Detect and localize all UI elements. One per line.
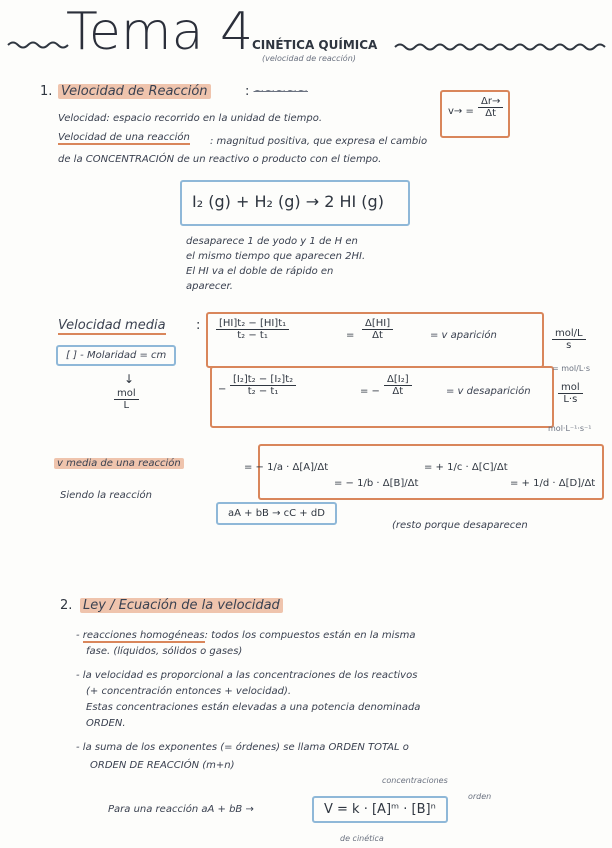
f2-den: t₂ − t₁ xyxy=(247,386,279,397)
bullet-2-line-3: Estas concentraciones están elevadas a una potencia denominada xyxy=(86,702,421,713)
title-squiggle-left xyxy=(8,40,68,50)
section-1-heading: Velocidad de Reacción xyxy=(58,84,211,99)
rate-law-box: V = k · [A]ᵐ · [B]ⁿ xyxy=(312,796,448,823)
reaction-note-3: El HI va el doble de rápido en xyxy=(186,266,334,277)
velocity-formula-fraction xyxy=(478,96,503,119)
molarity-unit xyxy=(114,388,139,411)
definition-reaction-label: Velocidad de una reacción xyxy=(58,132,190,143)
media-colon: : xyxy=(196,318,201,333)
bullet-1: - reacciones homogéneas: todos los compuestos están en la misma xyxy=(76,630,416,641)
reaction-note-4: aparecer. xyxy=(186,281,233,292)
heading-colon: : ~~~~~ xyxy=(245,84,308,99)
reaction-media-expr-c: = + 1/c · Δ[C]/Δt xyxy=(424,462,508,473)
reaction-note-1: desaparece 1 de yodo y 1 de H en xyxy=(186,236,358,247)
page-subtitle: CINÉTICA QUÍMICA xyxy=(252,38,378,52)
reaction-media-expr-d: = + 1/d · Δ[D]/Δt xyxy=(510,478,596,489)
f1-mid-den: Δt xyxy=(372,330,383,341)
section-1-number: 1. xyxy=(40,84,53,99)
f1-mid-num: Δ[HI] xyxy=(362,318,393,330)
annotation-concentraciones: concentraciones xyxy=(382,776,448,785)
definition-reaction-text-1: : magnitud positiva, que expresa el cambio xyxy=(210,136,428,147)
section-2-heading: Ley / Ecuación de la velocidad xyxy=(80,598,283,613)
unit-2-note: mol·L⁻¹·s⁻¹ xyxy=(548,424,592,433)
bullet-2-line-4: ORDEN. xyxy=(86,718,126,729)
molarity-arrow: ↓ xyxy=(124,372,135,386)
f2-num: [I₂]t₂ − [I₂]t₂ xyxy=(230,374,296,386)
velocity-formula-lhs: v→ = xyxy=(448,106,474,117)
annotation-k: de cinética xyxy=(340,834,384,843)
bullet-1-label: reacciones homogéneas xyxy=(82,630,205,641)
bullet-3-line-2: ORDEN DE REACCIÓN (m+n) xyxy=(90,760,235,771)
bullet-1-text: : todos los compuestos están en la misma xyxy=(204,630,416,641)
definition-reaction-text-2: de la CONCENTRACIÓN de un reactivo o producto con el tiempo. xyxy=(58,154,382,165)
section-2-number: 2. xyxy=(60,598,73,613)
definition-velocidad: Velocidad: espacio recorrido en la unidad de tiempo. xyxy=(58,113,323,124)
formula-num: Δr→ xyxy=(478,96,503,108)
f2-mid-den: Δt xyxy=(392,386,404,397)
unit-L: L xyxy=(123,400,130,411)
siendo-text: Siendo la reacción xyxy=(60,490,152,501)
reaction-equation: I₂ (g) + H₂ (g) → 2 HI (g) xyxy=(192,192,384,211)
reaction-media-expr-a: = − 1/a · Δ[A]/Δt xyxy=(244,462,329,473)
reaction-note-2: el mismo tiempo que aparecen 2HI. xyxy=(186,251,366,262)
law-intro: Para una reacción aA + bB → xyxy=(108,804,254,815)
media-formula-1-eq: = xyxy=(346,330,355,341)
unit-1-bottom: s xyxy=(566,340,572,351)
media-formula-2-mid xyxy=(384,374,412,397)
media-formula-2-result: = v desaparición xyxy=(446,386,531,397)
bullet-3-line-1: - la suma de los exponentes (= órdenes) se llama ORDEN TOTAL o xyxy=(76,742,409,753)
annotation-orden: orden xyxy=(468,792,492,801)
f1-den: t₂ − t₁ xyxy=(237,330,268,341)
reaction-media-note: (resto porque desaparecen xyxy=(392,520,528,531)
media-formula-1-result: = v aparición xyxy=(430,330,497,341)
page-title: Tema 4 xyxy=(66,2,254,62)
bullet-2-line-2: (+ concentración entonces + velocidad). xyxy=(86,686,292,697)
unit-2-top: mol xyxy=(558,382,583,394)
molarity-box: [ ] - Molaridad = cm xyxy=(56,345,176,366)
unit-2-bottom: L·s xyxy=(563,394,578,405)
bullet-1-line-2: fase. (líquidos, sólidos o gases) xyxy=(86,646,243,657)
unit-2 xyxy=(558,382,583,405)
media-formula-1-frac xyxy=(216,318,289,341)
general-reaction-box: aA + bB → cC + dD xyxy=(216,502,337,525)
title-squiggle-right xyxy=(395,42,605,52)
reaction-media-expr-b: = − 1/b · Δ[B]/Δt xyxy=(334,478,419,489)
unit-1-top: mol/L xyxy=(552,328,586,340)
media-formula-2-frac xyxy=(230,374,296,397)
media-label: Velocidad media xyxy=(58,318,166,333)
f1-num: [HI]t₂ − [HI]t₁ xyxy=(216,318,289,330)
unit-mol: mol xyxy=(114,388,139,400)
unit-1 xyxy=(552,328,586,351)
media-formula-2-eq: = − xyxy=(360,386,380,397)
reaction-media-label: v media de una reacción xyxy=(54,458,184,469)
bullet-3-text-1: la suma de los exponentes (= órdenes) se llama ORDEN TOTAL o xyxy=(82,742,409,753)
media-formula-1-mid xyxy=(362,318,393,341)
bullet-2-line-1: - la velocidad es proporcional a las concentraciones de los reactivos xyxy=(76,670,418,681)
media-formula-2-sign: − xyxy=(218,384,227,395)
formula-den: Δt xyxy=(485,108,497,119)
f2-mid-num: Δ[I₂] xyxy=(384,374,412,386)
page-subtitle-note: (velocidad de reacción) xyxy=(262,54,356,63)
bullet-2-text-1: la velocidad es proporcional a las concentraciones de los reactivos xyxy=(82,670,418,681)
unit-1-note: = mol/L·s xyxy=(552,364,591,373)
